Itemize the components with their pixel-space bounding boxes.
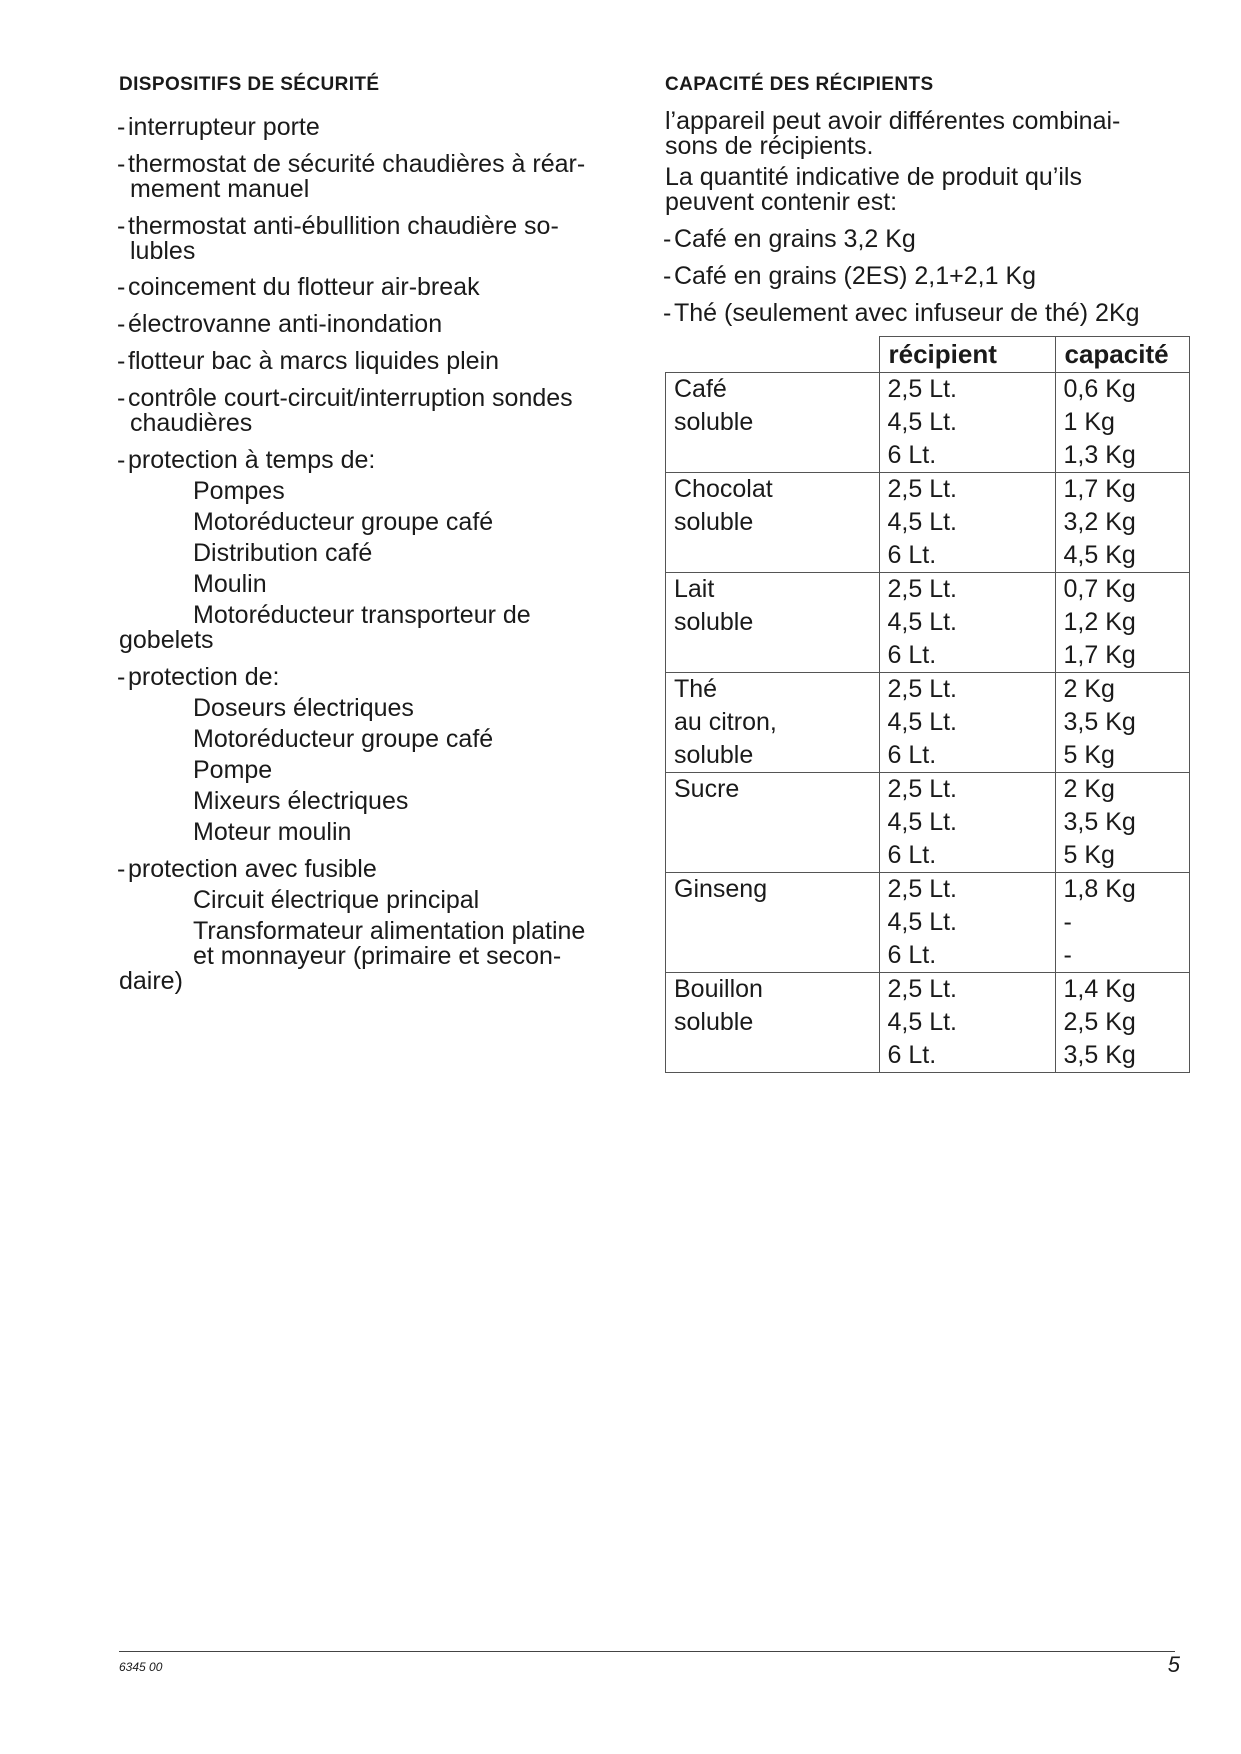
cell-line: 3,5 Kg — [1063, 1041, 1136, 1069]
cell-line — [674, 806, 879, 839]
sub-item: Moulin — [193, 570, 267, 598]
capacity-cell — [1055, 973, 1189, 1073]
paragraph-line: l’appareil peut avoir différentes combinai- — [665, 107, 1121, 135]
cell-line: 4,5 Lt. — [887, 808, 957, 836]
section-heading-capacite: CAPACITÉ DES RÉCIPIENTS — [665, 74, 934, 95]
cell-line: 1,3 Kg — [1063, 441, 1136, 469]
cell-line: 4,5 Lt. — [887, 908, 957, 936]
product-cell — [666, 673, 880, 773]
cell-line: 0,7 Kg — [1063, 575, 1136, 603]
list-item-continuation: chaudières — [130, 409, 253, 437]
sub-item: Motoréducteur groupe café — [193, 725, 494, 753]
cell-line: - — [1063, 908, 1072, 936]
product-cell — [666, 873, 880, 973]
cell-line: 2 Kg — [1063, 775, 1115, 803]
recipient-cell — [879, 673, 1055, 773]
cell-line: 5 Kg — [1063, 841, 1115, 869]
cell-line: Bouillon — [674, 975, 763, 1003]
table-row — [666, 773, 1190, 873]
table-row — [666, 673, 1190, 773]
paragraph-line: peuvent contenir est: — [665, 188, 898, 216]
cell-line: 2,5 Lt. — [887, 475, 957, 503]
recipient-cell — [879, 573, 1055, 673]
capacity-cell — [1055, 473, 1189, 573]
cell-line: soluble — [674, 741, 754, 769]
cell-line: 4,5 Kg — [1063, 541, 1136, 569]
cell-line: 6 Lt. — [887, 941, 937, 969]
cell-line: 6 Lt. — [887, 541, 937, 569]
cell-line: soluble — [674, 1008, 754, 1036]
cell-line: 4,5 Lt. — [887, 1008, 957, 1036]
cell-line: 3,5 Kg — [1063, 808, 1136, 836]
cell-line: 1,7 Kg — [1063, 475, 1136, 503]
cell-line — [674, 539, 879, 572]
table-header-recipient: récipient — [879, 337, 1055, 373]
cell-line: 1,8 Kg — [1063, 875, 1136, 903]
cell-line — [674, 639, 879, 672]
sub-item: Moteur moulin — [193, 818, 352, 846]
list-item-continuation: lubles — [130, 237, 196, 265]
cell-line: 3,5 Kg — [1063, 708, 1136, 736]
cell-line: 1,7 Kg — [1063, 641, 1136, 669]
cell-line: 4,5 Lt. — [887, 608, 957, 636]
capacity-cell — [1055, 573, 1189, 673]
sub-item: Motoréducteur transporteur de — [193, 601, 531, 629]
paragraph-line: sons de récipients. — [665, 132, 874, 160]
cell-line: au citron, — [674, 708, 777, 736]
sub-item: Pompes — [193, 477, 285, 505]
sub-item-continuation: daire) — [119, 967, 183, 995]
capacity-cell — [1055, 873, 1189, 973]
sub-item: Transformateur alimentation platine — [193, 917, 586, 945]
table-row — [666, 473, 1190, 573]
sub-item: Pompe — [193, 756, 273, 784]
section-heading-securite: DISPOSITIFS DE SÉCURITÉ — [119, 74, 380, 95]
cell-line: Lait — [674, 575, 715, 603]
capacity-cell — [1055, 673, 1189, 773]
cell-line: 6 Lt. — [887, 741, 937, 769]
cell-line — [674, 439, 879, 472]
cell-line: soluble — [674, 408, 754, 436]
cell-line: 1 Kg — [1063, 408, 1115, 436]
product-cell — [666, 973, 880, 1073]
recipient-cell — [879, 773, 1055, 873]
table-row — [666, 973, 1190, 1073]
cell-line: 2,5 Kg — [1063, 1008, 1136, 1036]
table-row — [666, 873, 1190, 973]
table-header-blank — [666, 337, 880, 373]
cell-line: soluble — [674, 608, 754, 636]
cell-line — [674, 939, 879, 972]
cell-line: 3,2 Kg — [1063, 508, 1136, 536]
product-cell — [666, 773, 880, 873]
table-row — [666, 573, 1190, 673]
table-header-capacite: capacité — [1055, 337, 1189, 373]
page-number: 5 — [1167, 1652, 1180, 1677]
capacity-cell — [1055, 373, 1189, 473]
sub-item: Doseurs électriques — [193, 694, 414, 722]
recipient-cell — [879, 373, 1055, 473]
footer-divider — [119, 1651, 1175, 1652]
product-cell — [666, 573, 880, 673]
cell-line: 6 Lt. — [887, 841, 937, 869]
sub-item: Motoréducteur groupe café — [193, 508, 494, 536]
sub-item-continuation: gobelets — [119, 626, 214, 654]
cell-line: Thé — [674, 675, 718, 703]
cell-line: Chocolat — [674, 475, 773, 503]
cell-line: 2,5 Lt. — [887, 675, 957, 703]
cell-line: Sucre — [674, 775, 740, 803]
sub-item-continuation: et monnayeur (primaire et secon- — [193, 942, 562, 970]
cell-line: 6 Lt. — [887, 1041, 937, 1069]
sub-item: Circuit électrique principal — [193, 886, 480, 914]
cell-line: 4,5 Lt. — [887, 508, 957, 536]
cell-line: soluble — [674, 508, 754, 536]
product-cell — [666, 473, 880, 573]
cell-line: 1,4 Kg — [1063, 975, 1136, 1003]
cell-line: Ginseng — [674, 875, 768, 903]
cell-line: 4,5 Lt. — [887, 708, 957, 736]
recipient-cell — [879, 873, 1055, 973]
table-header-row — [666, 337, 1190, 373]
cell-line: 6 Lt. — [887, 441, 937, 469]
recipient-cell — [879, 473, 1055, 573]
cell-line: - — [1063, 941, 1072, 969]
cell-line: 2,5 Lt. — [887, 875, 957, 903]
sub-item: Mixeurs électriques — [193, 787, 409, 815]
cell-line: Café — [674, 375, 727, 403]
capacity-table — [665, 336, 1190, 1073]
sub-item: Distribution café — [193, 539, 373, 567]
cell-line — [674, 839, 879, 872]
paragraph-line: La quantité indicative de produit qu’ils — [665, 163, 1082, 191]
cell-line: 6 Lt. — [887, 641, 937, 669]
recipient-cell — [879, 973, 1055, 1073]
cell-line: 2,5 Lt. — [887, 575, 957, 603]
cell-line: 1,2 Kg — [1063, 608, 1136, 636]
cell-line — [674, 906, 879, 939]
list-item-continuation: mement manuel — [130, 175, 310, 203]
document-code: 6345 00 — [119, 1660, 163, 1674]
product-cell — [666, 373, 880, 473]
cell-line — [674, 1039, 879, 1072]
cell-line: 2 Kg — [1063, 675, 1115, 703]
cell-line: 4,5 Lt. — [887, 408, 957, 436]
table-row — [666, 373, 1190, 473]
cell-line: 2,5 Lt. — [887, 975, 957, 1003]
cell-line: 5 Kg — [1063, 741, 1115, 769]
capacity-cell — [1055, 773, 1189, 873]
cell-line: 2,5 Lt. — [887, 775, 957, 803]
cell-line: 2,5 Lt. — [887, 375, 957, 403]
cell-line: 0,6 Kg — [1063, 375, 1136, 403]
